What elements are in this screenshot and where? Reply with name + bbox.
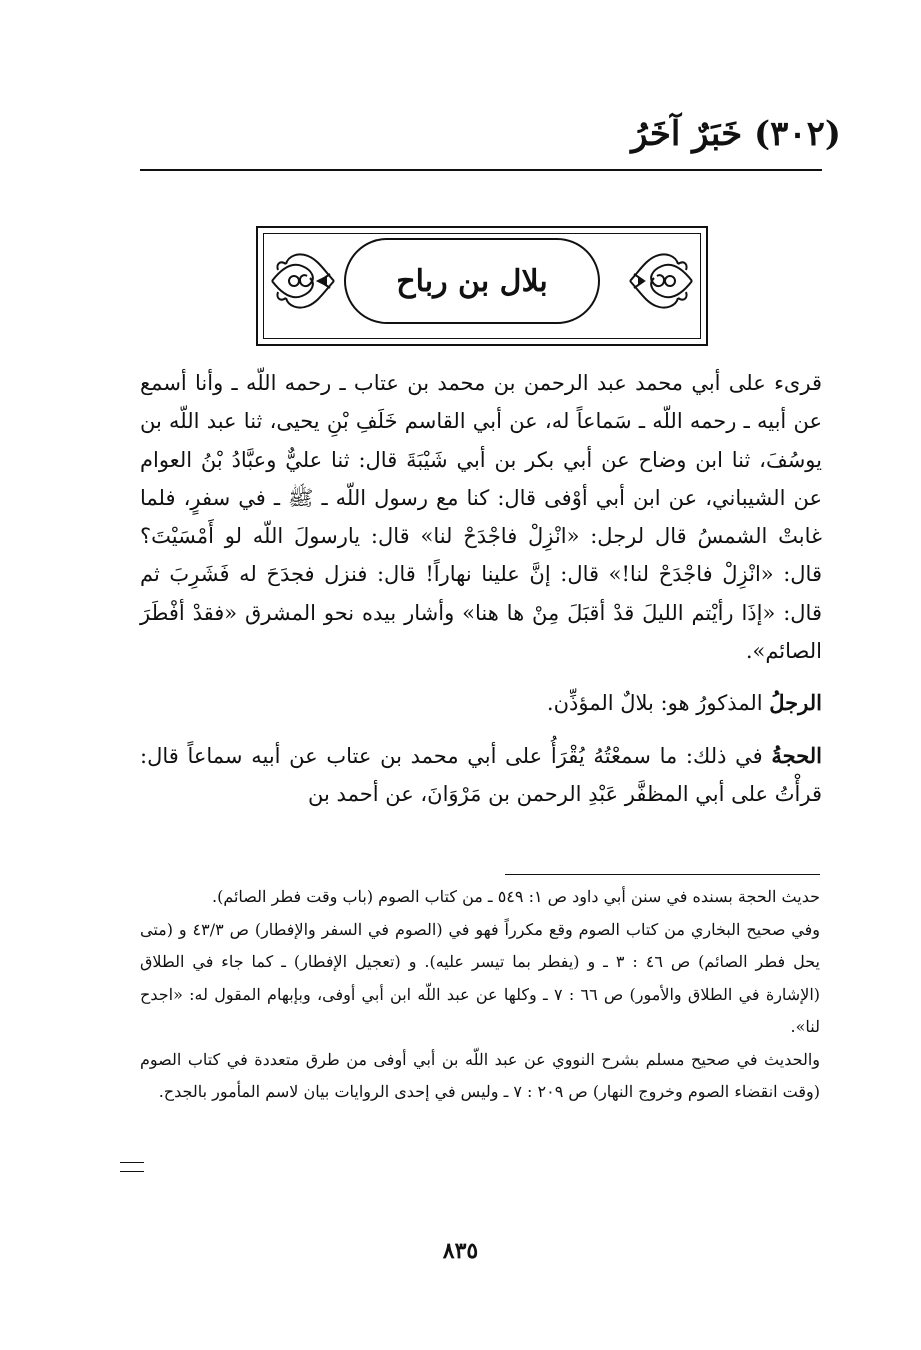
proof-paragraph	[140, 737, 822, 814]
chapter-heading: (٣٠٢) خَبَرٌ آخَرُ	[631, 114, 841, 154]
page-number: ٨٣٥	[442, 1238, 479, 1264]
header-rule	[140, 169, 822, 171]
arabesque-ornament-left-icon	[268, 244, 338, 318]
footnote-1: حديث الحجة بسنده في سنن أبي داود ص ١: ٥٤٩ ـ من كتاب الصوم (باب وقت فطر الصائم).	[212, 887, 820, 906]
section-title: بلال بن رباح	[396, 263, 548, 299]
footnote-3: والحديث في صحيح مسلم بشرح النووي عن عبد اللّه بن أبي أوفى من طرق متعددة في كتاب الصوم (وقت انقضاء الصوم وخروج النهار) ص ٢٠٩ : ٧ ـ وليس في إحدى الروايات بيان لاسم المأمور بالجدح.	[140, 1049, 820, 1101]
person-identification-text: المذكورُ هو: بلالٌ المؤذِّن.	[546, 691, 770, 716]
person-lead-word: الرجلُ	[769, 690, 822, 716]
footnote-rule	[505, 874, 820, 875]
footnotes	[140, 881, 820, 1109]
proof-text: في ذلك: ما سمعْتُهُ يُقْرَأُ على أبي محمد بن عتاب عن أبيه سماعاً قال: قرأْتُ على أبي المظفَّر عَبْدِ الرحمن بن مَرْوَانَ، عن أحمد بن	[140, 743, 822, 806]
hadith-paragraph: قرىء على أبي محمد عبد الرحمن بن محمد بن عتاب ـ رحمه اللّه ـ وأنا أسمع عن أبيه ـ رحمه اللّه ـ سَماعاً له، عن أبي القاسم خَلَفِ بْنِ يحيى، ثنا عبد اللّه بن يوسُفَ، ثنا ابن وضاح عن أبي بكر بن أبي شَيْبَةَ قال: ثنا عليٌّ وعبَّادُ بْنُ العوام عن الشيباني، عن ابن أبي أوْفى قال: كنا مع رسول اللّه ـ ﷺ ـ في سفرٍ، فلما غابتْ الشمسُ قال لرجل: «انْزِلْ فاجْدَحْ لنا» قال: يارسولَ اللّه لو أَمْسَيْتَ؟ قال: «انْزِلْ فاجْدَحْ لنا!» قال: إنَّ علينا نهاراً! قال: فنزل فجدَحَ له فَشَرِبَ ثم قال: «إذَا رأيْتم الليلَ قدْ أقبَلَ مِنْ ها هنا» وأشار بيده نحو المشرق «فقدْ أفْطَرَ الصائم».	[140, 371, 822, 664]
main-text	[140, 364, 822, 813]
person-identification-paragraph	[140, 684, 822, 722]
title-frame	[256, 226, 708, 346]
arabesque-ornament-right-icon	[626, 244, 696, 318]
footnote-2: وفي صحيح البخاري من كتاب الصوم وقع مكرراً فهو في (الصوم في السفر والإفطار) ص ٤٣/٣ و (متى يحل فطر الصائم) ص ٤٦ : ٣ ـ و (يفطر بما تيسر عليه). و (تعجيل الإفطار) ـ كما جاء في الطلاق (الإشارة في الطلاق والأمور) ص ٦٦ : ٧ ـ وكلها عن عبد اللّه ابن أبي أوفى، وبإبهام المقول له: «اجدح لنا».	[140, 919, 821, 1036]
continuation-mark	[120, 1162, 144, 1172]
proof-lead-word: الحجةُ	[771, 742, 822, 768]
title-capsule	[344, 238, 600, 324]
